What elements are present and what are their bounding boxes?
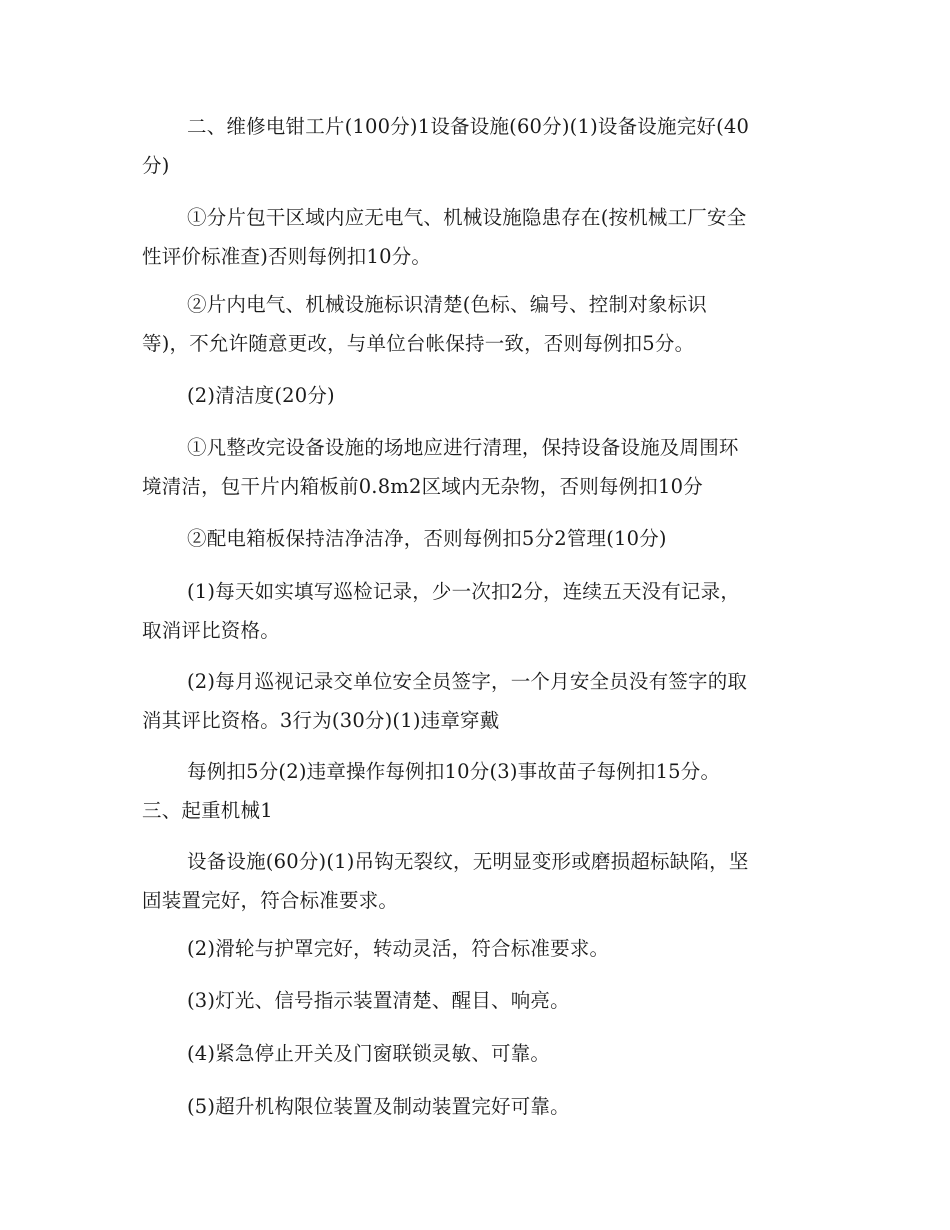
paragraph-6 bbox=[142, 519, 812, 558]
paragraph-2 bbox=[142, 198, 812, 276]
paragraph-line: ①凡整改完设备设施的场地应进行清理，保持设备设施及周围环 bbox=[187, 436, 739, 459]
paragraph-line: 三、起重机械1 bbox=[142, 799, 273, 822]
paragraph-8 bbox=[142, 662, 812, 740]
paragraph-13 bbox=[142, 1034, 812, 1073]
paragraph-5 bbox=[142, 428, 812, 506]
paragraph-1 bbox=[142, 107, 812, 185]
paragraph-line: (3)灯光、信号指示装置清楚、醒目、响亮。 bbox=[187, 989, 570, 1012]
paragraph-line: (1)每天如实填写巡检记录，少一次扣2分，连续五天没有记录， bbox=[187, 580, 741, 603]
paragraph-9 bbox=[142, 752, 812, 830]
paragraph-line: ②片内电气、机械设施标识清楚(色标、编号、控制对象标识 bbox=[187, 293, 708, 316]
paragraph-line: 二、维修电钳工片(100分)1设备设施(60分)(1)设备设施完好(40 bbox=[187, 115, 750, 138]
paragraph-line: 性评价标准查)否则每例扣10分。 bbox=[142, 245, 432, 268]
paragraph-line: ②配电箱板保持洁净洁净，否则每例扣5分2管理(10分) bbox=[187, 527, 667, 550]
paragraph-line: 等)，不允许随意更改，与单位台帐保持一致，否则每例扣5分。 bbox=[142, 332, 695, 355]
paragraph-10 bbox=[142, 842, 812, 920]
paragraph-line: (2)滑轮与护罩完好，转动灵活，符合标准要求。 bbox=[187, 937, 610, 960]
paragraph-line: 设备设施(60分)(1)吊钩无裂纹，无明显变形或磨损超标缺陷，坚 bbox=[187, 850, 749, 873]
paragraph-line: (2)清洁度(20分) bbox=[187, 384, 335, 407]
paragraph-line: 取消评比资格。 bbox=[142, 619, 280, 642]
paragraph-line: (2)每月巡视记录交单位安全员签字，一个月安全员没有签字的取 bbox=[187, 670, 748, 693]
paragraph-line: 境清洁，包干片内箱板前0.8m2区域内无杂物，否则每例扣10分 bbox=[142, 475, 703, 498]
paragraph-4 bbox=[142, 376, 812, 415]
paragraph-line: 固装置完好，符合标准要求。 bbox=[142, 889, 399, 912]
paragraph-3 bbox=[142, 285, 812, 363]
paragraph-14 bbox=[142, 1087, 812, 1126]
paragraph-line: (4)紧急停止开关及门窗联锁灵敏、可靠。 bbox=[187, 1042, 551, 1065]
paragraph-line: ①分片包干区域内应无电气、机械设施隐患存在(按机械工厂安全 bbox=[187, 206, 747, 229]
paragraph-line: 每例扣5分(2)违章操作每例扣10分(3)事故苗子每例扣15分。 bbox=[187, 760, 721, 783]
paragraph-11 bbox=[142, 929, 812, 968]
paragraph-12 bbox=[142, 981, 812, 1020]
paragraph-line: 消其评比资格。3行为(30分)(1)违章穿戴 bbox=[142, 709, 500, 732]
paragraph-line: (5)超升机构限位装置及制动装置完好可靠。 bbox=[187, 1095, 570, 1118]
paragraph-7 bbox=[142, 572, 812, 650]
paragraph-line: 分) bbox=[142, 154, 170, 177]
